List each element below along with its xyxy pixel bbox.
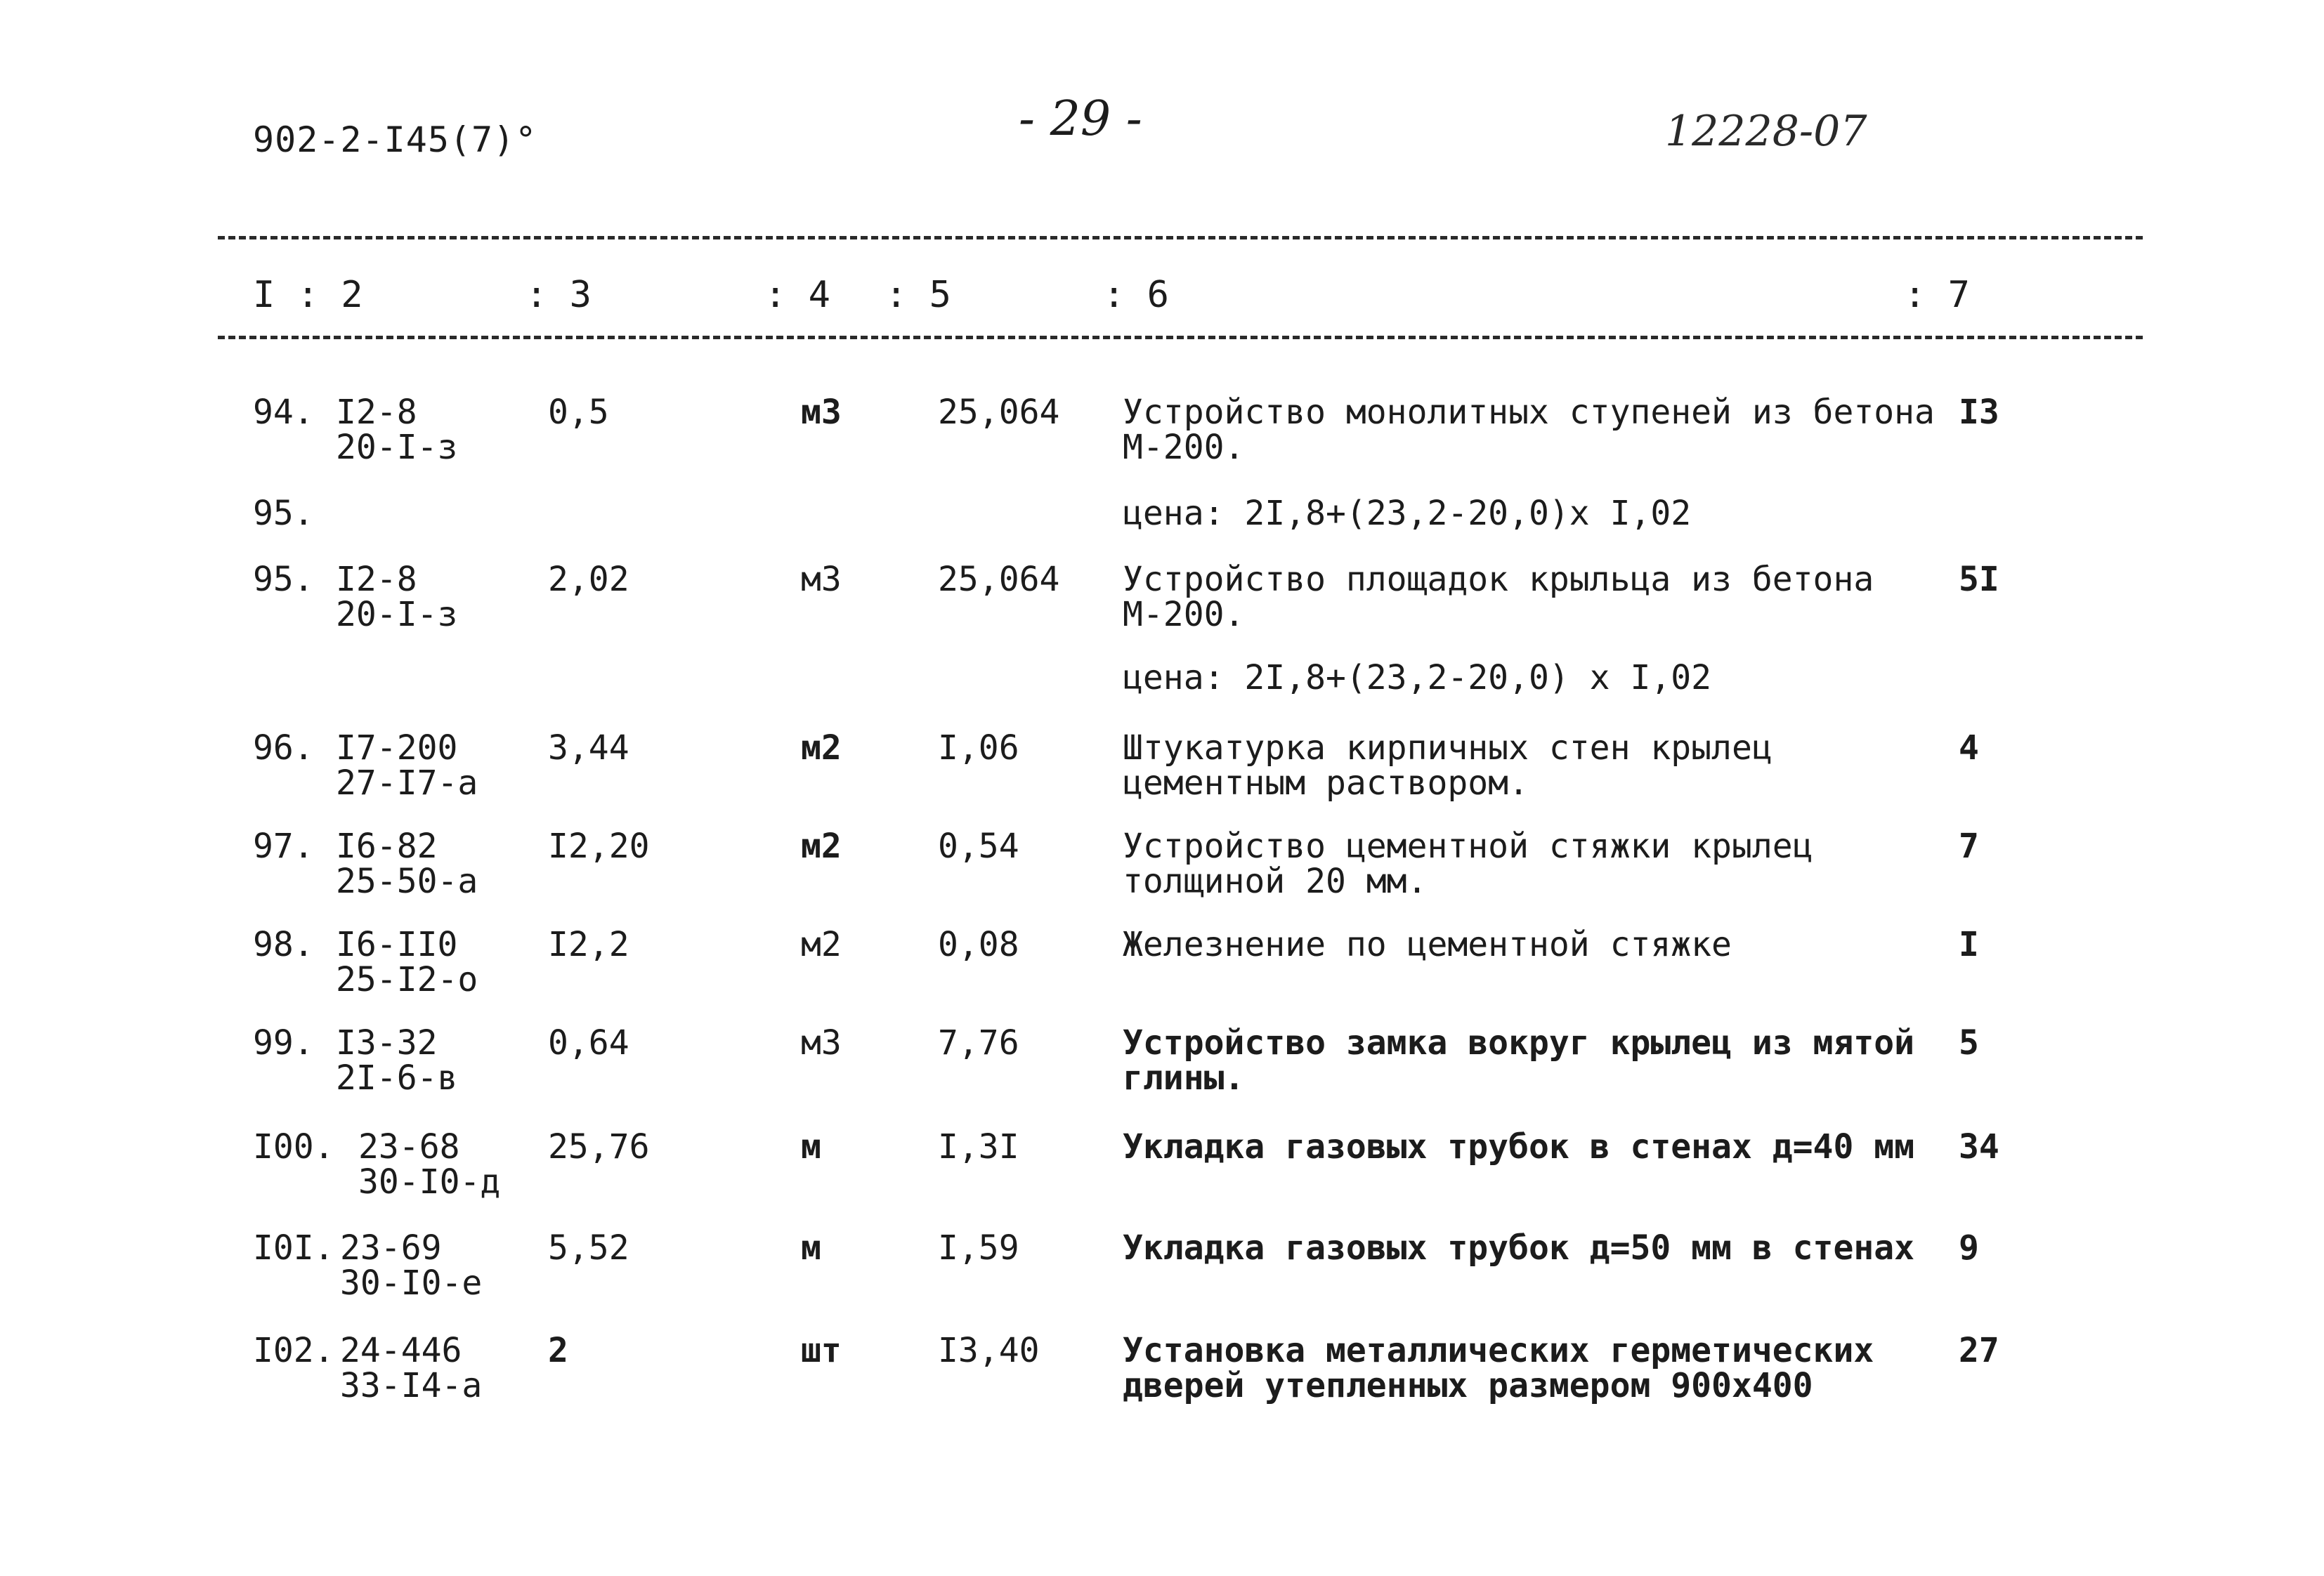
work-description: Устройство площадок крыльца из бетона М-200.	[1123, 560, 1874, 634]
unit: м2	[801, 827, 842, 866]
norm-code-1: 23-69	[340, 1228, 442, 1268]
work-description: Устройство замка вокруг крылец из мятой глины.	[1123, 1023, 1915, 1098]
quantity: 0,5	[548, 393, 609, 432]
unit: м	[801, 1127, 821, 1167]
unit: м3	[801, 1023, 842, 1063]
price-formula: цена: 2I,8+(23,2-20,0) х I,02	[1123, 658, 1712, 697]
quantity: 5,52	[548, 1228, 629, 1268]
row-number: I02.	[253, 1331, 334, 1370]
quantity: 2	[548, 1331, 568, 1370]
norm-code-2: 27-I7-а	[336, 763, 478, 803]
norm-code	[336, 562, 457, 632]
norm-code	[336, 730, 478, 801]
quantity: I2,2	[548, 925, 629, 964]
norm-code	[340, 1230, 482, 1301]
row-number: I0I.	[253, 1228, 334, 1268]
total-cost: I	[1959, 925, 1979, 964]
norm-code	[336, 927, 478, 997]
unit: м2	[801, 728, 842, 768]
header-rule	[218, 336, 2143, 339]
column-header-4: : 4	[764, 274, 830, 316]
unit-price: I,06	[938, 728, 1019, 768]
unit-price: 0,54	[938, 827, 1019, 866]
norm-code-1: I3-32	[336, 1023, 438, 1063]
work-description: Устройство цементной стяжки крылец толщиной 20 мм.	[1123, 827, 1813, 901]
work-description: Железнение по цементной стяжке	[1123, 925, 1732, 964]
total-cost: 5I	[1959, 560, 1999, 599]
unit: м3	[801, 393, 842, 432]
norm-code-1: I2-8	[336, 393, 417, 432]
row-number: 97.	[253, 827, 314, 866]
document-code: 902-2-I45(7)°	[253, 119, 537, 160]
norm-code	[336, 1025, 457, 1096]
norm-code-1: I2-8	[336, 560, 417, 599]
row-number: 99.	[253, 1023, 314, 1063]
norm-code	[336, 395, 457, 465]
column-header-7: : 7	[1904, 274, 1970, 316]
norm-code-1: I6-II0	[336, 925, 458, 964]
column-header-3: : 3	[525, 274, 592, 316]
total-cost: 4	[1959, 728, 1979, 768]
row-number: 95.	[253, 560, 314, 599]
norm-code-2: 25-I2-о	[336, 960, 478, 999]
row-number: 95.	[253, 494, 314, 533]
norm-code-2: 30-I0-д	[358, 1162, 501, 1202]
norm-code-2: 20-I-з	[336, 428, 458, 467]
work-description: Штукатурка кирпичных стен крылец цементным раствором.	[1123, 728, 1773, 803]
total-cost: I3	[1959, 393, 1999, 432]
work-description: Устройство монолитных ступеней из бетона М-200.	[1123, 393, 1935, 467]
norm-code	[340, 1333, 482, 1403]
norm-code	[358, 1129, 500, 1200]
total-cost: 9	[1959, 1228, 1979, 1268]
column-header-1-2: I : 2	[253, 274, 363, 316]
top-rule	[218, 236, 2143, 239]
quantity: 3,44	[548, 728, 629, 768]
norm-code-1: 24-446	[340, 1331, 462, 1370]
quantity: 2,02	[548, 560, 629, 599]
work-description: Укладка газовых трубок в стенах д=40 мм	[1123, 1127, 1915, 1167]
unit-price: 0,08	[938, 925, 1019, 964]
norm-code-1: I6-82	[336, 827, 438, 866]
unit-price: 25,064	[938, 560, 1060, 599]
row-number: I00.	[253, 1127, 334, 1167]
unit: м3	[801, 560, 842, 599]
unit-price: I,59	[938, 1228, 1019, 1268]
unit: м	[801, 1228, 821, 1268]
row-number: 96.	[253, 728, 314, 768]
row-number: 94.	[253, 393, 314, 432]
quantity: 0,64	[548, 1023, 629, 1063]
norm-code-2: 2I-6-в	[336, 1058, 458, 1098]
page-number: - 29 -	[1019, 91, 1142, 147]
price-formula: цена: 2I,8+(23,2-20,0)х I,02	[1123, 494, 1692, 533]
quantity: I2,20	[548, 827, 650, 866]
norm-code	[336, 829, 478, 899]
unit-price: 25,064	[938, 393, 1060, 432]
unit: м2	[801, 925, 842, 964]
column-header-6: : 6	[1103, 274, 1169, 316]
unit: шт	[801, 1331, 842, 1370]
total-cost: 5	[1959, 1023, 1979, 1063]
unit-price: I3,40	[938, 1331, 1040, 1370]
norm-code-2: 33-I4-а	[340, 1366, 483, 1405]
norm-code-1: I7-200	[336, 728, 458, 768]
quantity: 25,76	[548, 1127, 650, 1167]
column-header-5: : 5	[885, 274, 951, 316]
archive-number: 12228-07	[1665, 107, 1867, 156]
total-cost: 34	[1959, 1127, 1999, 1167]
work-description: Установка металлических герметических дверей утепленных размером 900х400	[1123, 1331, 1874, 1405]
total-cost: 27	[1959, 1331, 1999, 1370]
work-description: Укладка газовых трубок д=50 мм в стенах	[1123, 1228, 1915, 1268]
norm-code-2: 25-50-а	[336, 862, 478, 901]
row-number: 98.	[253, 925, 314, 964]
total-cost: 7	[1959, 827, 1979, 866]
norm-code-1: 23-68	[358, 1127, 460, 1167]
norm-code-2: 20-I-з	[336, 595, 458, 634]
norm-code-2: 30-I0-е	[340, 1263, 483, 1303]
unit-price: 7,76	[938, 1023, 1019, 1063]
unit-price: I,3I	[938, 1127, 1019, 1167]
